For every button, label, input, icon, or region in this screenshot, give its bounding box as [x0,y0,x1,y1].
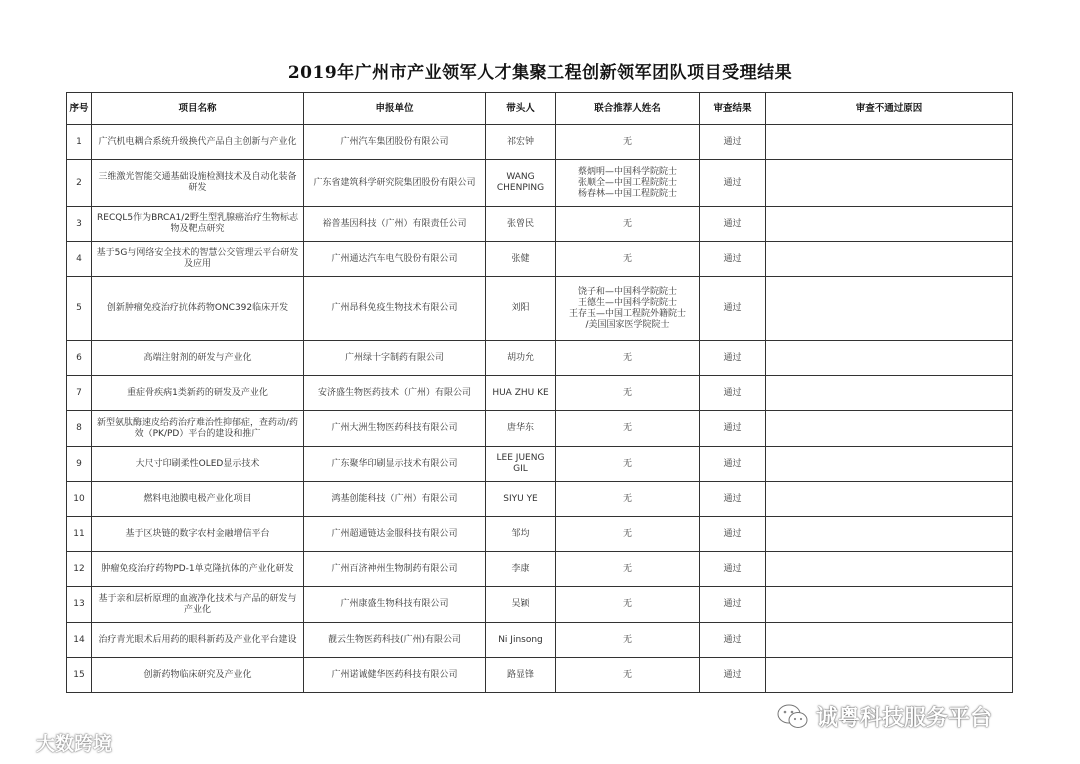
cell-unit: 裕普基因科技（广州）有限责任公司 [304,207,486,242]
cell-unit: 安济盛生物医药技术（广州）有限公司 [304,376,486,411]
recommender-name: 无 [622,669,632,680]
cell-unit: 广州绿十字制药有限公司 [304,341,486,376]
cell-leader: 吴颖 [486,587,556,623]
cell-reason [766,587,1013,623]
cell-result: 通过 [700,447,766,482]
table-header-row [67,93,1013,125]
cell-recommenders [556,125,700,160]
header-recommenders: 联合推荐人姓名 [556,93,700,125]
cell-reason [766,207,1013,242]
cell-leader: 邹均 [486,517,556,552]
cell-project: 新型氨肽酶速皮给药治疗难治性抑郁症，查药动/药效（PK/PD）平台的建设和推广 [92,411,304,447]
cell-recommenders [556,376,700,411]
cell-recommenders [556,482,700,517]
cell-unit: 靓云生物医药科技(广州)有限公司 [304,623,486,658]
watermark-left [6,729,112,756]
table-row [67,587,1013,623]
table-row [67,482,1013,517]
cell-project: 三维激光智能交通基础设施检测技术及自动化装备研发 [92,160,304,207]
cell-recommenders [556,160,700,207]
watermark-left-text: 大数跨境 [36,733,113,755]
recommender-name: 无 [622,458,632,469]
cell-no: 13 [67,587,92,623]
table-row [67,623,1013,658]
cell-project: 创新药物临床研究及产业化 [92,658,304,693]
recommender-name: 王存玉—中国工程院外籍院士 [568,308,686,319]
cell-leader: 祁宏钟 [486,125,556,160]
cell-recommenders [556,207,700,242]
cell-reason [766,447,1013,482]
table-row [67,658,1013,693]
cell-reason [766,277,1013,341]
cell-reason [766,552,1013,587]
recommender-name: 无 [622,253,632,264]
recommender-name: 无 [622,634,632,645]
table-row [67,160,1013,207]
cell-no: 4 [67,242,92,277]
cell-result: 通过 [700,277,766,341]
table-row [67,552,1013,587]
header-leader: 带头人 [486,93,556,125]
cell-result: 通过 [700,658,766,693]
cell-no: 7 [67,376,92,411]
header-no: 序号 [67,93,92,125]
table-row [67,411,1013,447]
cell-no: 2 [67,160,92,207]
recommender-name: 无 [622,423,632,433]
cell-result: 通过 [700,411,766,447]
cell-no: 5 [67,277,92,341]
cell-reason [766,658,1013,693]
cell-project: 大尺寸印刷柔性OLED显示技术 [92,447,304,482]
cell-result: 通过 [700,160,766,207]
document-title: 2019年广州市产业领军人才集聚工程创新领军团队项目受理结果 [287,63,793,83]
table-row [67,277,1013,341]
table-row [67,341,1013,376]
cell-no: 10 [67,482,92,517]
recommender-name: 无 [622,387,632,398]
cell-unit: 广州诺诚健华医药科技有限公司 [304,658,486,693]
cell-unit: 广州大洲生物医药科技有限公司 [304,411,486,447]
cell-leader: 路显锋 [486,658,556,693]
cell-unit: 广东省建筑科学研究院集团股份有限公司 [304,160,486,207]
wechat-icon [776,703,810,731]
cell-reason [766,125,1013,160]
cell-no: 6 [67,341,92,376]
cell-reason [766,376,1013,411]
cell-project: 燃料电池膜电极产业化项目 [92,482,304,517]
cell-recommenders [556,587,700,623]
cell-project: 高端注射剂的研发与产业化 [92,341,304,376]
cell-leader: Ni Jinsong [486,623,556,658]
header-result: 审查结果 [700,93,766,125]
cell-no: 15 [67,658,92,693]
cell-result: 通过 [700,376,766,411]
cell-recommenders [556,552,700,587]
cell-project: 基于亲和层析原理的血液净化技术与产品的研发与产业化 [92,587,304,623]
cell-reason [766,341,1013,376]
recommender-name: 无 [622,493,632,504]
recommender-name: 杨春林—中国工程院院士 [577,188,677,199]
table-row [67,207,1013,242]
cell-recommenders [556,623,700,658]
cell-no: 3 [67,207,92,242]
header-project: 项目名称 [92,93,304,125]
cell-project: 肿瘤免疫治疗药物PD-1单克隆抗体的产业化研发 [92,552,304,587]
cell-leader: 张曾民 [486,207,556,242]
cell-recommenders [556,341,700,376]
cell-project: 重症骨疾病1类新药的研发及产业化 [92,376,304,411]
table-row [67,376,1013,411]
recommender-name: 无 [622,218,632,229]
cell-leader: WANG CHENPING [486,160,556,207]
cell-leader: 唐华东 [486,411,556,447]
header-reason: 审查不通过原因 [766,93,1013,125]
cell-unit: 广州汽车集团股份有限公司 [304,125,486,160]
cell-result: 通过 [700,517,766,552]
cell-unit: 广州康盛生物科技有限公司 [304,587,486,623]
header-unit: 申报单位 [304,93,486,125]
cell-reason [766,411,1013,447]
cell-result: 通过 [700,552,766,587]
recommender-name: 蔡炳明—中国科学院院士 [577,166,677,177]
table-body [67,125,1013,693]
camera-logo-icon [6,734,32,752]
cell-no: 14 [67,623,92,658]
cell-no: 9 [67,447,92,482]
recommender-name: 无 [622,352,632,363]
cell-reason [766,160,1013,207]
cell-unit: 广州通达汽车电气股份有限公司 [304,242,486,277]
cell-unit: 广州昂科免疫生物技术有限公司 [304,277,486,341]
cell-project: 基于5G与网络安全技术的智慧公交管理云平台研发及应用 [92,242,304,277]
cell-project: 创新肿瘤免疫治疗抗体药物ONC392临床开发 [92,277,304,341]
cell-result: 通过 [700,482,766,517]
cell-project: 治疗青光眼术后用药的眼科新药及产业化平台建设 [92,623,304,658]
recommender-name: 无 [622,136,632,147]
recommender-name: 王德生—中国科学院院士 [577,297,677,308]
cell-leader: HUA ZHU KE [486,376,556,411]
recommender-name: /美国国家医学院院士 [585,319,670,330]
recommender-name: 无 [622,599,632,609]
cell-unit: 广州百济神州生物制药有限公司 [304,552,486,587]
cell-leader: SIYU YE [486,482,556,517]
cell-leader: LEE JUENG GIL [486,447,556,482]
table-row [67,125,1013,160]
cell-leader: 胡功允 [486,341,556,376]
cell-unit: 广东聚华印刷显示技术有限公司 [304,447,486,482]
table-row [67,447,1013,482]
watermark-right-text: 诚粤科技服务平台 [816,706,993,731]
cell-result: 通过 [700,125,766,160]
table-row [67,242,1013,277]
cell-result: 通过 [700,242,766,277]
cell-recommenders [556,277,700,341]
cell-no: 11 [67,517,92,552]
cell-project: RECQL5作为BRCA1/2野生型乳腺癌治疗生物标志物及靶点研究 [92,207,304,242]
cell-leader: 李康 [486,552,556,587]
cell-reason [766,517,1013,552]
results-table [66,92,1013,693]
cell-reason [766,623,1013,658]
cell-project: 广汽机电耦合系统升级换代产品自主创新与产业化 [92,125,304,160]
recommender-name: 无 [622,563,632,574]
cell-no: 8 [67,411,92,447]
table-row [67,517,1013,552]
cell-unit: 广州超通链达金服科技有限公司 [304,517,486,552]
cell-reason [766,242,1013,277]
cell-result: 通过 [700,341,766,376]
recommender-name: 张顺全—中国工程院院士 [577,177,677,188]
cell-no: 12 [67,552,92,587]
recommender-name: 饶子和—中国科学院院士 [577,286,677,297]
cell-reason [766,482,1013,517]
recommender-name: 无 [622,528,632,539]
cell-no: 1 [67,125,92,160]
cell-recommenders [556,517,700,552]
cell-recommenders [556,411,700,447]
cell-result: 通过 [700,207,766,242]
cell-leader: 刘阳 [486,277,556,341]
watermark-right [776,701,992,732]
cell-recommenders [556,242,700,277]
cell-result: 通过 [700,587,766,623]
cell-leader: 张健 [486,242,556,277]
cell-unit: 鸿基创能科技（广州）有限公司 [304,482,486,517]
cell-project: 基于区块链的数字农村金融增信平台 [92,517,304,552]
cell-recommenders [556,658,700,693]
cell-recommenders [556,447,700,482]
cell-result: 通过 [700,623,766,658]
